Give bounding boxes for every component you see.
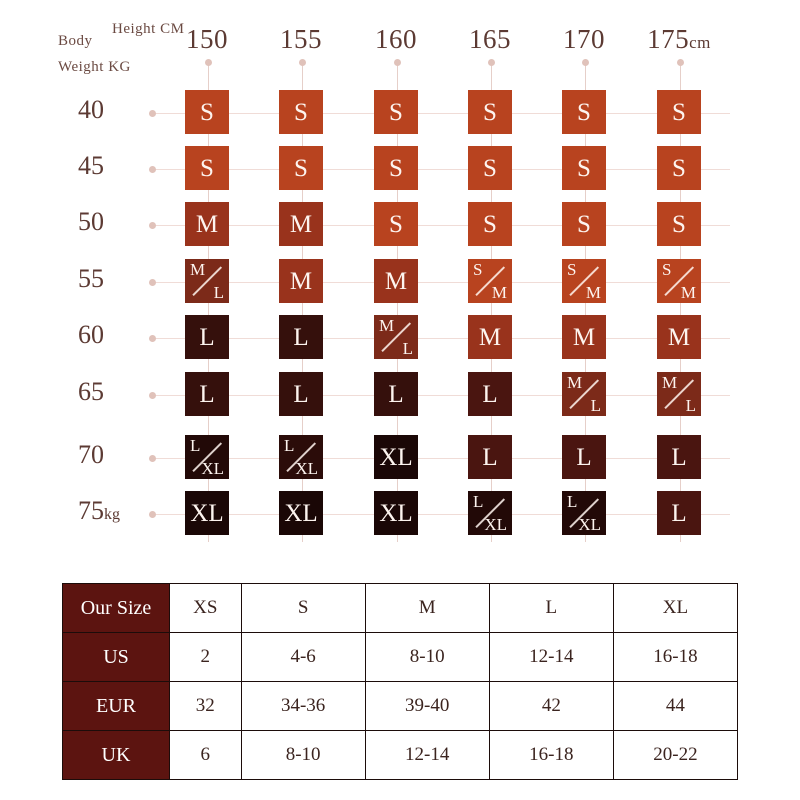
table-cell: 8-10 — [365, 633, 489, 682]
matrix-cell — [374, 146, 418, 190]
matrix-cell — [468, 435, 512, 479]
table-row-header: Our Size — [63, 584, 170, 633]
cell-label: XL — [190, 499, 224, 527]
cell-label: M — [195, 210, 219, 238]
cell-label-primary: S — [567, 260, 577, 279]
matrix-cell — [657, 491, 701, 535]
matrix-cell — [279, 435, 323, 479]
matrix-cell — [657, 202, 701, 246]
matrix-cell — [374, 90, 418, 134]
table-cell: 16-18 — [613, 633, 737, 682]
cell-label-secondary: M — [491, 283, 507, 302]
table-cell: S — [241, 584, 365, 633]
matrix-cell — [185, 259, 229, 303]
table-row — [63, 633, 738, 682]
cell-label: M — [667, 323, 691, 351]
row-header-weight: 75kg — [78, 496, 120, 525]
matrix-cell — [185, 372, 229, 416]
column-header-height: 155 — [280, 24, 322, 54]
cell-label: S — [672, 154, 686, 182]
cell-label: S — [389, 98, 403, 126]
gridline-horizontal — [152, 458, 730, 459]
row-header-weight: 40 — [78, 95, 104, 124]
matrix-cell — [562, 202, 606, 246]
matrix-cell — [468, 315, 512, 359]
row-header-weight: 65 — [78, 377, 104, 406]
cell-label: S — [483, 210, 497, 238]
table-cell: 2 — [170, 633, 242, 682]
table-cell: 39-40 — [365, 682, 489, 731]
column-header-height: 170 — [563, 24, 605, 54]
cell-label-secondary: XL — [201, 459, 224, 478]
cell-label: M — [289, 210, 313, 238]
cell-label: L — [482, 380, 498, 408]
cell-label-primary: L — [473, 492, 484, 511]
matrix-cell — [657, 372, 701, 416]
table-cell: 34-36 — [241, 682, 365, 731]
table-cell: 16-18 — [489, 731, 613, 780]
cell-label: S — [577, 154, 591, 182]
matrix-cell — [468, 491, 512, 535]
matrix-cell — [279, 90, 323, 134]
cell-label: L — [199, 380, 215, 408]
table-row — [63, 731, 738, 780]
matrix-cell — [468, 372, 512, 416]
matrix-cell — [374, 315, 418, 359]
cell-label-secondary: L — [590, 396, 601, 415]
matrix-cell — [562, 259, 606, 303]
cell-label: S — [483, 154, 497, 182]
matrix-cell — [468, 259, 512, 303]
gridline-dot — [582, 59, 589, 66]
cell-label-primary: S — [473, 260, 483, 279]
cell-label: S — [672, 98, 686, 126]
gridline-dot — [488, 59, 495, 66]
table-cell: XL — [613, 584, 737, 633]
cell-label-secondary: L — [685, 396, 696, 415]
matrix-cell — [562, 491, 606, 535]
table-cell: 42 — [489, 682, 613, 731]
cell-label-primary: L — [190, 436, 201, 455]
gridline-dot — [677, 59, 684, 66]
cell-label: M — [572, 323, 596, 351]
axis-label-weight: Weight KG — [58, 59, 131, 75]
cell-label: M — [289, 267, 313, 295]
gridline-horizontal — [152, 169, 730, 170]
table-row — [63, 682, 738, 731]
gridline-dot — [149, 335, 156, 342]
table-cell: 6 — [170, 731, 242, 780]
gridline-dot — [205, 59, 212, 66]
cell-label-secondary: L — [213, 283, 224, 302]
table-cell: 12-14 — [365, 731, 489, 780]
table-cell: L — [489, 584, 613, 633]
size-conversion-table — [62, 583, 738, 780]
cell-label: L — [671, 499, 687, 527]
cell-label: M — [384, 267, 408, 295]
matrix-cell — [279, 372, 323, 416]
cell-label-primary: L — [284, 436, 295, 455]
matrix-cell — [185, 315, 229, 359]
gridline-dot — [149, 279, 156, 286]
table-cell: 20-22 — [613, 731, 737, 780]
table-cell: M — [365, 584, 489, 633]
gridline-horizontal — [152, 225, 730, 226]
matrix-cell — [185, 202, 229, 246]
table-row-header: US — [63, 633, 170, 682]
table-row-header: EUR — [63, 682, 170, 731]
cell-label: M — [478, 323, 502, 351]
axis-label-body: Body — [58, 33, 93, 49]
matrix-cell — [657, 90, 701, 134]
table-cell: 12-14 — [489, 633, 613, 682]
table-cell: 8-10 — [241, 731, 365, 780]
cell-label: L — [199, 323, 215, 351]
gridline-dot — [394, 59, 401, 66]
cell-label: S — [577, 210, 591, 238]
table-cell: 44 — [613, 682, 737, 731]
gridline-horizontal — [152, 395, 730, 396]
matrix-cell — [657, 259, 701, 303]
cell-label: S — [200, 154, 214, 182]
matrix-cell — [562, 315, 606, 359]
cell-label: S — [577, 98, 591, 126]
matrix-cell — [374, 259, 418, 303]
matrix-cell — [279, 146, 323, 190]
cell-label-secondary: M — [680, 283, 696, 302]
matrix-cell — [562, 90, 606, 134]
cell-label-secondary: XL — [295, 459, 318, 478]
table-cell: 4-6 — [241, 633, 365, 682]
cell-label: L — [388, 380, 404, 408]
row-header-weight: 55 — [78, 264, 104, 293]
gridline-dot — [299, 59, 306, 66]
cell-label: S — [389, 154, 403, 182]
cell-label: S — [294, 154, 308, 182]
cell-label-primary: L — [567, 492, 578, 511]
cell-label: XL — [284, 499, 318, 527]
gridline-dot — [149, 166, 156, 173]
gridline-horizontal — [152, 514, 730, 515]
cell-label-secondary: L — [402, 339, 413, 358]
gridline-dot — [149, 511, 156, 518]
column-header-height: 150 — [186, 24, 228, 54]
cell-label: S — [294, 98, 308, 126]
matrix-cell — [374, 435, 418, 479]
cell-label: XL — [379, 499, 413, 527]
column-header-height: 160 — [375, 24, 417, 54]
row-header-weight: 70 — [78, 440, 104, 469]
gridline-dot — [149, 392, 156, 399]
matrix-cell — [562, 372, 606, 416]
column-header-height: 175cm — [647, 24, 711, 54]
matrix-cell — [279, 491, 323, 535]
matrix-cell — [562, 146, 606, 190]
matrix-cell — [562, 435, 606, 479]
cell-label: L — [576, 443, 592, 471]
cell-label: L — [293, 323, 309, 351]
matrix-cell — [279, 202, 323, 246]
cell-label-secondary: M — [585, 283, 601, 302]
matrix-cell — [374, 202, 418, 246]
gridline-dot — [149, 222, 156, 229]
matrix-cell — [468, 90, 512, 134]
axis-label-height: Height CM — [112, 21, 185, 37]
cell-label: S — [200, 98, 214, 126]
row-header-weight: 45 — [78, 151, 104, 180]
matrix-cell — [468, 202, 512, 246]
cell-label-secondary: XL — [484, 515, 507, 534]
gridline-horizontal — [152, 338, 730, 339]
matrix-cell — [279, 259, 323, 303]
gridline-dot — [149, 455, 156, 462]
row-header-weight: 60 — [78, 320, 104, 349]
matrix-cell — [657, 146, 701, 190]
cell-label: XL — [379, 443, 413, 471]
cell-label-primary: M — [662, 373, 678, 392]
matrix-cell — [185, 491, 229, 535]
table-row-header: UK — [63, 731, 170, 780]
matrix-cell — [185, 146, 229, 190]
cell-label-primary: M — [567, 373, 583, 392]
cell-label-primary: M — [379, 316, 395, 335]
table-cell: 32 — [170, 682, 242, 731]
matrix-cell — [374, 491, 418, 535]
column-header-height: 165 — [469, 24, 511, 54]
matrix-cell — [374, 372, 418, 416]
matrix-cell — [185, 90, 229, 134]
table-cell: XS — [170, 584, 242, 633]
cell-label: S — [672, 210, 686, 238]
matrix-cell — [468, 146, 512, 190]
gridline-dot — [149, 110, 156, 117]
cell-label: S — [389, 210, 403, 238]
cell-label-secondary: XL — [578, 515, 601, 534]
gridline-horizontal — [152, 282, 730, 283]
cell-label-primary: S — [662, 260, 672, 279]
row-header-weight: 50 — [78, 207, 104, 236]
cell-label-primary: M — [190, 260, 206, 279]
cell-label: L — [482, 443, 498, 471]
table-row — [63, 584, 738, 633]
cell-label: L — [671, 443, 687, 471]
matrix-cell — [185, 435, 229, 479]
gridline-horizontal — [152, 113, 730, 114]
cell-label: L — [293, 380, 309, 408]
cell-label: S — [483, 98, 497, 126]
matrix-cell — [657, 315, 701, 359]
matrix-cell — [279, 315, 323, 359]
matrix-cell — [657, 435, 701, 479]
